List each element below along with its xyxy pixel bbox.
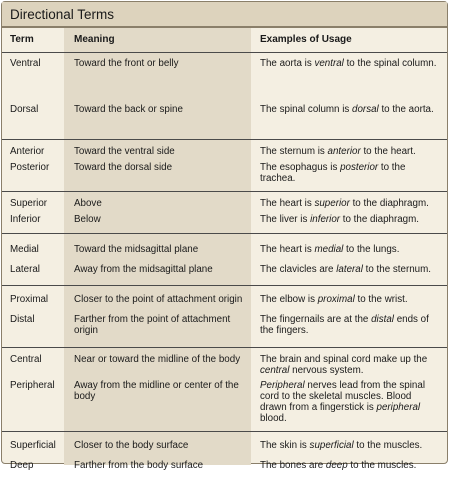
term-group <box>2 432 447 482</box>
term-cell: Dorsal <box>10 104 39 115</box>
example-cell: The aorta is ventral to the spinal column. <box>260 58 437 69</box>
example-cell: The brain and spinal cord make up the central nervous system. <box>260 354 428 376</box>
example-cell: The elbow is proximal to the wrist. <box>260 294 408 305</box>
term-group <box>2 192 447 234</box>
term-cell: Peripheral <box>10 380 55 391</box>
table-header <box>2 28 447 53</box>
example-cell: The sternum is anterior to the heart. <box>260 146 416 157</box>
term-cell: Distal <box>10 314 35 325</box>
meaning-cell: Farther from the point of attachment origin <box>74 314 231 336</box>
term-cell: Proximal <box>10 294 49 305</box>
term-cell: Central <box>10 354 42 365</box>
meaning-cell: Away from the midsagittal plane <box>74 264 213 275</box>
example-cell: The liver is inferior to the diaphragm. <box>260 214 420 225</box>
meaning-cell: Farther from the body surface <box>74 460 204 471</box>
term-group <box>2 286 447 348</box>
term-group <box>2 52 447 140</box>
meaning-cell: Toward the front or belly <box>74 58 179 69</box>
meaning-cell: Above <box>74 198 102 209</box>
term-cell: Superficial <box>10 440 56 451</box>
directional-terms-panel <box>1 1 448 471</box>
term-cell: Medial <box>10 244 39 255</box>
meaning-cell: Below <box>74 214 101 225</box>
example-cell: The bones are deep to the muscles. <box>260 460 417 471</box>
example-cell: The clavicles are lateral to the sternum. <box>260 264 431 275</box>
header-term: Term <box>10 34 34 45</box>
meaning-cell: Toward the dorsal side <box>74 162 173 173</box>
meaning-cell: Toward the ventral side <box>74 146 175 157</box>
meaning-cell: Near or toward the midline of the body <box>74 354 241 365</box>
header-meaning: Meaning <box>74 34 115 45</box>
term-group <box>2 234 447 286</box>
meaning-cell: Away from the midline or center of the body <box>74 380 239 402</box>
term-cell: Lateral <box>10 264 40 275</box>
term-cell: Ventral <box>10 58 41 69</box>
term-cell: Deep <box>10 460 34 471</box>
meaning-cell: Closer to the point of attachment origin <box>74 294 243 305</box>
example-cell: The heart is superior to the diaphragm. <box>260 198 429 209</box>
term-group <box>2 348 447 432</box>
term-cell: Posterior <box>10 162 50 173</box>
example-cell: The heart is medial to the lungs. <box>260 244 400 255</box>
example-cell: The fingernails are at the distal ends of the fingers. <box>260 314 429 336</box>
example-cell: The esophagus is posterior to the trachea. <box>260 162 406 184</box>
meaning-cell: Toward the midsagittal plane <box>74 244 199 255</box>
table-title: Directional Terms <box>2 2 447 28</box>
example-cell: The skin is superficial to the muscles. <box>260 440 423 451</box>
meaning-cell: Toward the back or spine <box>74 104 183 115</box>
term-cell: Anterior <box>10 146 45 157</box>
meaning-cell: Closer to the body surface <box>74 440 189 451</box>
example-cell: Peripheral nerves lead from the spinal cord to the skeletal muscles. Blood drawn from a fingerstick is peripheral blood. <box>260 380 426 424</box>
term-group <box>2 140 447 192</box>
example-cell: The spinal column is dorsal to the aorta. <box>260 104 434 115</box>
term-cell: Inferior <box>10 214 41 225</box>
term-cell: Superior <box>10 198 48 209</box>
header-examples: Examples of Usage <box>260 34 352 45</box>
